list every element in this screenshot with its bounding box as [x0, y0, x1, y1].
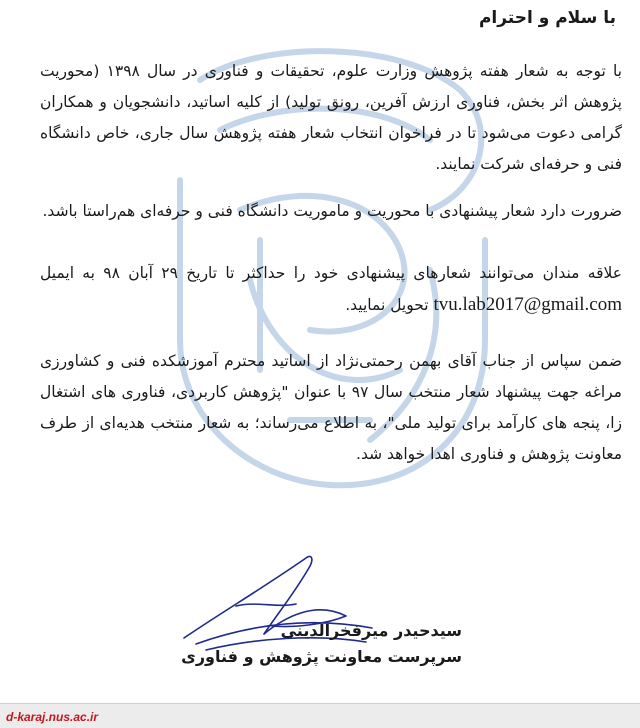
paragraph-requirement: ضرورت دارد شعار پیشنهادی با محوریت و ماموریت دانشگاه فنی و حرفه‌ای هم‌راستا باشد. — [42, 202, 622, 220]
paragraph-invitation: با توجه به شعار هفته پژوهش وزارت علوم، تحقیقات و فناوری در سال ۱۳۹۸ (محوریت پژوهش اثر بخش، فناوری ارزش آفرین، رونق تولید) از کلیه اساتید، دانشجویان و همکاران گرامی دعوت می‌شود تا در فراخوان انتخاب شعار هفته پژوهش سال جاری، خاص دانشگاه فنی و حرفه‌ای شرکت نمایند. — [40, 62, 622, 173]
contact-email-link[interactable]: tvu.lab2017@gmail.com — [433, 294, 622, 315]
footer-bar — [0, 703, 640, 728]
greeting-heading: با سلام و احترام — [478, 8, 616, 28]
paragraph-deadline — [40, 258, 622, 321]
signatory-name: سیدحیدر میرفخرالدینی — [280, 621, 462, 640]
signatory-title: سرپرست معاونت پژوهش و فناوری — [181, 647, 462, 666]
deadline-text-end: تحویل نمایید. — [345, 296, 429, 314]
footer-website-link[interactable]: d-karaj.nus.ac.ir — [6, 710, 99, 724]
signature-block — [181, 618, 462, 670]
paragraph-acknowledgement: ضمن سپاس از جناب آقای بهمن رحمتی‌نژاد از اساتید محترم آموزشکده فنی و کشاورزی مراغه جهت پیشنهاد شعار منتخب سال ۹۷ با عنوان "پژوهش کاربردی، فناوری های اشتغال زا، پنجه های کارآمد برای تولید ملی"، به اطلاع می‌رساند؛ به شعار منتخب هدیه‌ای از طرف معاونت پژوهش و فناوری اهدا خواهد شد. — [40, 352, 622, 463]
deadline-text: علاقه مندان می‌توانند شعارهای پیشنهادی خود را حداکثر تا تاریخ ۲۹ آبان ۹۸ به ایمیل — [40, 264, 622, 282]
